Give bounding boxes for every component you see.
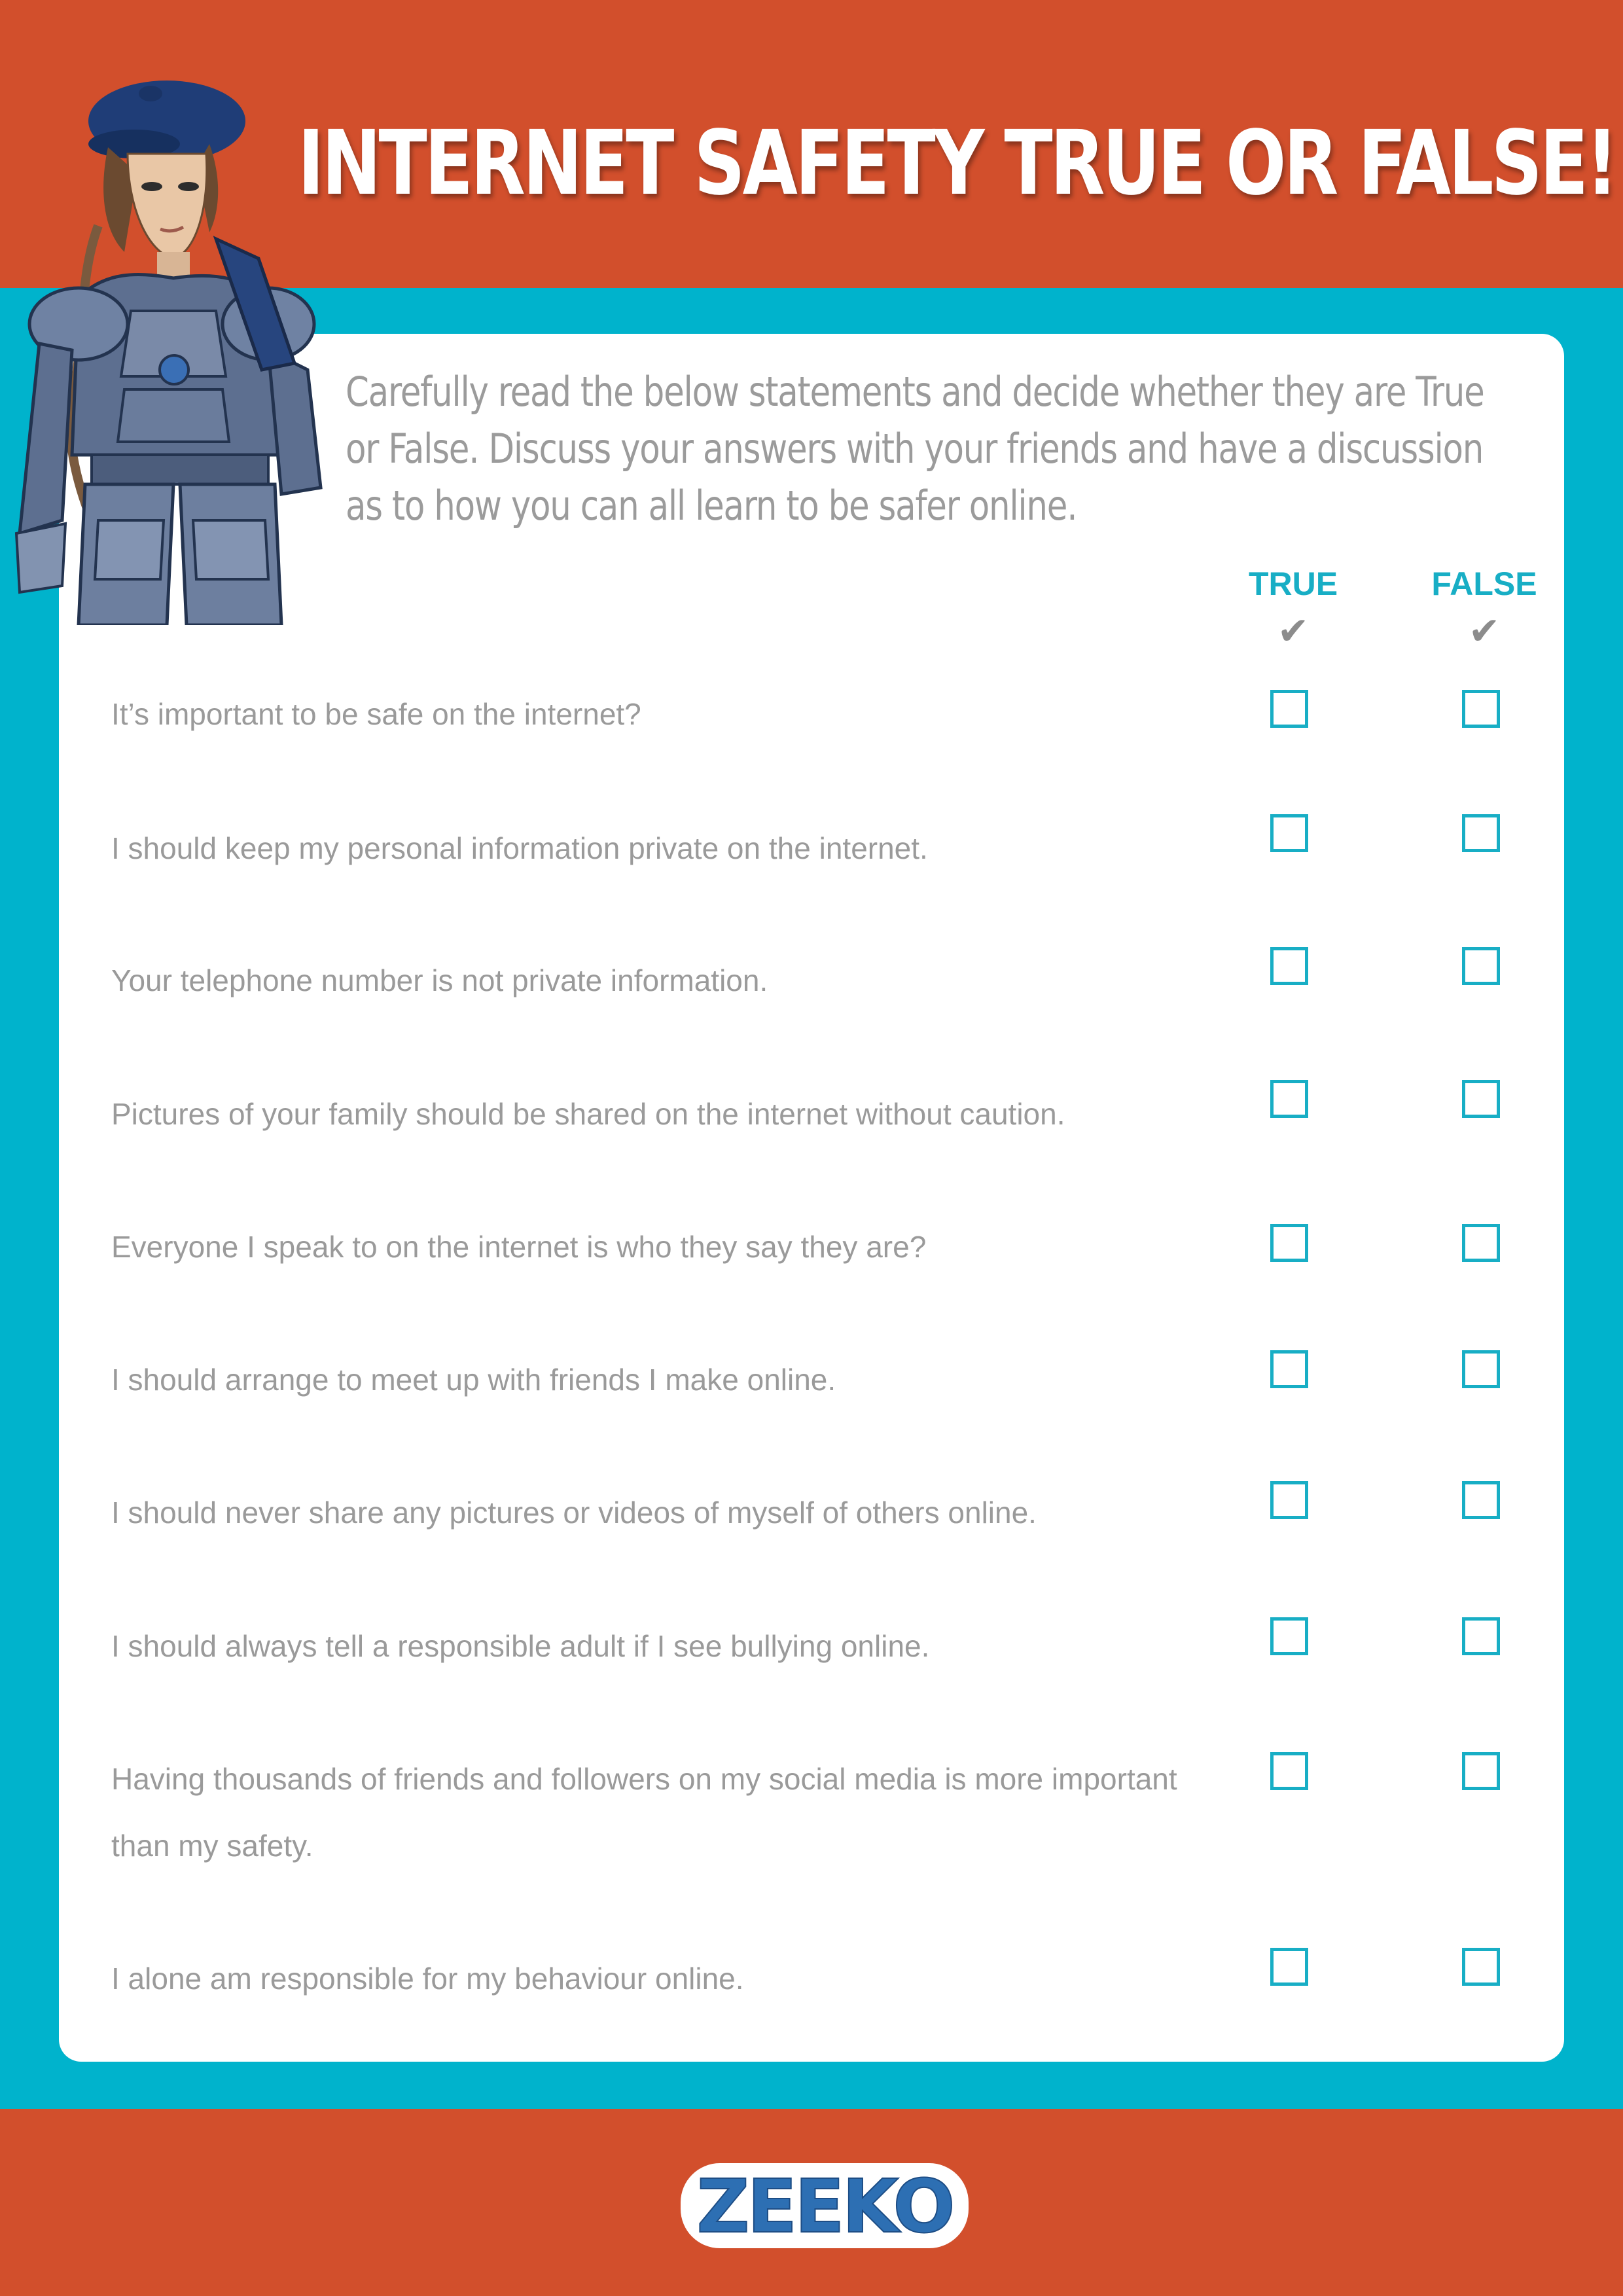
statement-text: Pictures of your family should be shared on the internet without caution. (111, 1097, 1065, 1131)
false-checkbox[interactable] (1462, 1224, 1500, 1262)
true-checkbox[interactable] (1270, 1481, 1308, 1519)
false-checkbox[interactable] (1462, 1350, 1500, 1388)
false-column-header: FALSE (1431, 565, 1537, 602)
false-checkbox[interactable] (1462, 814, 1500, 852)
false-checkbox[interactable] (1462, 1948, 1500, 1986)
statement-text: I should arrange to meet up with friends I make online. (111, 1363, 836, 1397)
statement-text: I should keep my personal information private on the internet. (111, 831, 928, 865)
statement-text: I alone am responsible for my behaviour online. (111, 1962, 744, 1996)
true-checkbox[interactable] (1270, 1752, 1308, 1790)
statement-text: Everyone I speak to on the internet is who they say they are? (111, 1230, 927, 1264)
false-checkbox[interactable] (1462, 947, 1500, 985)
true-checkbox[interactable] (1270, 947, 1308, 985)
statement-text: Your telephone number is not private information. (111, 963, 768, 997)
character-illustration (0, 62, 340, 625)
true-checkbox[interactable] (1270, 1080, 1308, 1118)
false-checkmark-icon: ✔ (1468, 609, 1501, 653)
false-checkbox[interactable] (1462, 1617, 1500, 1655)
false-checkbox[interactable] (1462, 1481, 1500, 1519)
zeeko-logo (681, 2163, 969, 2248)
instructions-line: Carefully read the below statements and decide whether they are True (346, 368, 1484, 416)
false-checkbox[interactable] (1462, 1752, 1500, 1790)
true-checkbox[interactable] (1270, 814, 1308, 852)
false-checkbox[interactable] (1462, 1080, 1500, 1118)
page-title: INTERNET SAFETY TRUE OR FALSE! (298, 112, 1616, 215)
instructions-line: or False. Discuss your answers with your friends and have a discussion (346, 425, 1484, 473)
instructions-line: as to how you can all learn to be safer online. (346, 482, 1077, 529)
true-checkbox[interactable] (1270, 1224, 1308, 1262)
statement-text: I should never share any pictures or videos of myself of others online. (111, 1496, 1037, 1530)
true-column-header: TRUE (1248, 565, 1338, 602)
instructions-text (346, 363, 1563, 533)
statement-text: It’s important to be safe on the internet? (111, 697, 641, 731)
false-checkbox[interactable] (1462, 690, 1500, 728)
svg-text:ZEEKO: ZEEKO (696, 2164, 953, 2248)
true-checkbox[interactable] (1270, 1617, 1308, 1655)
true-checkmark-icon: ✔ (1277, 609, 1310, 653)
statement-text: I should always tell a responsible adult if I see bullying online. (111, 1629, 930, 1663)
true-checkbox[interactable] (1270, 1948, 1308, 1986)
true-checkbox[interactable] (1270, 1350, 1308, 1388)
true-checkbox[interactable] (1270, 690, 1308, 728)
statement-text: Having thousands of friends and followers on my social media is more important than my safety. (111, 1762, 1177, 1863)
